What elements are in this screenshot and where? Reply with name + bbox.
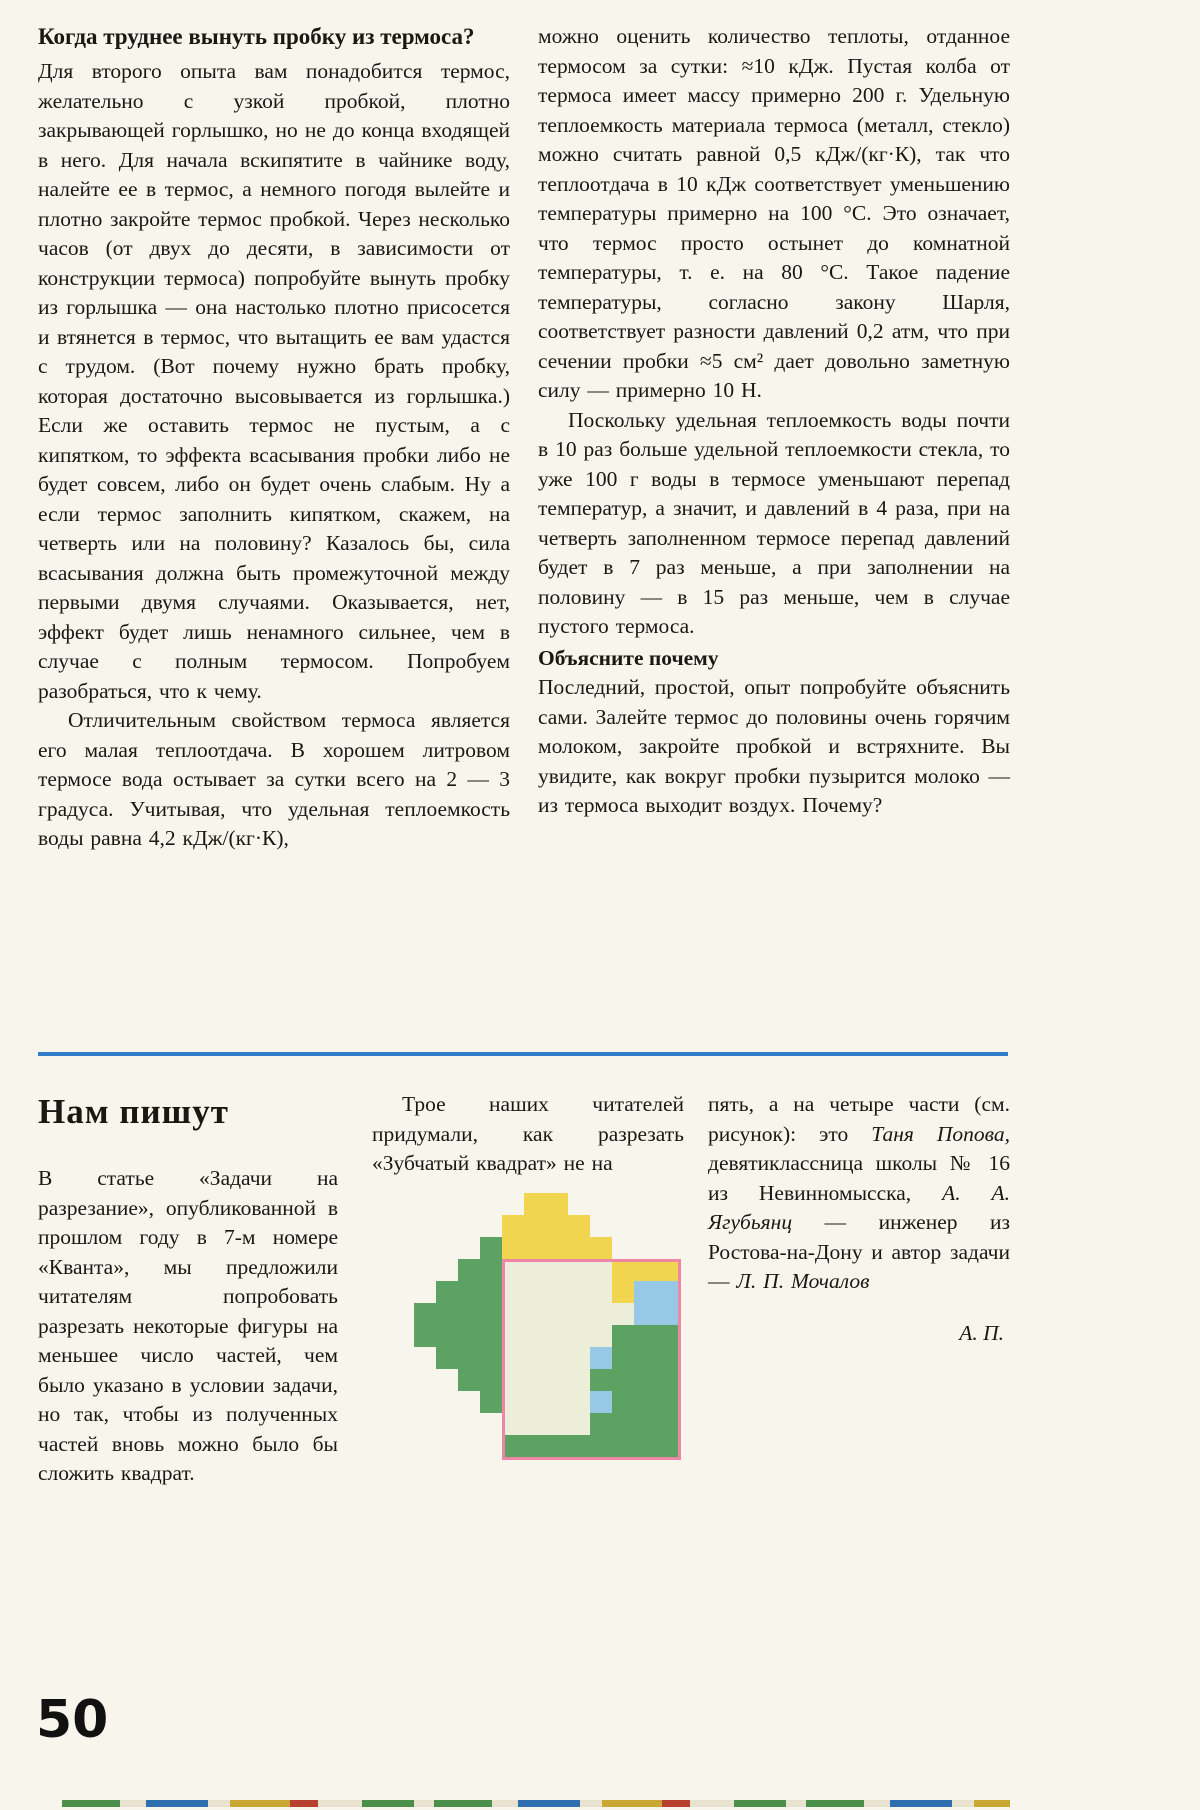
figure-cell bbox=[414, 1325, 436, 1347]
figure-cell bbox=[480, 1391, 502, 1413]
figure-cell bbox=[480, 1303, 502, 1325]
figure-cell bbox=[568, 1215, 590, 1237]
figure-cell bbox=[458, 1259, 480, 1281]
figure-cell bbox=[524, 1237, 546, 1259]
signature: А. П. bbox=[959, 1320, 1004, 1345]
page-number: 50 bbox=[36, 1690, 109, 1750]
figure-cell bbox=[480, 1347, 502, 1369]
letters-section bbox=[38, 1090, 1010, 1489]
figure-cell bbox=[436, 1325, 458, 1347]
text-segment: — инженер из Ростова-на-Дону и автор задачи — bbox=[708, 1210, 1010, 1293]
thermos-article bbox=[38, 22, 1010, 854]
article-paragraph: можно оценить количество теплоты, отданное термосом за сутки: ≈10 кДж. Пустая колба от термоса имеет массу примерно 200 г. Удельную теплоемкость материала термоса (металл, стекло) можно считать равной 0,5 кДж/(кг·К), так что теплоотдача в 10 кДж соответствует уменьшению температуры примерно на 100 °С. Это означает, что термос просто остынет до комнатной температуры, т. е. на 80 °С. Такое падение температуры, согласно закону Шарля, соответствует разности давлений 0,2 атм, что при сечении пробки ≈5 см² дает довольно заметную силу — примерно 10 Н. bbox=[538, 24, 1010, 402]
figure-cell bbox=[414, 1303, 436, 1325]
figure-cell bbox=[480, 1237, 502, 1259]
figure-cell bbox=[524, 1193, 546, 1215]
figure-cell bbox=[546, 1215, 568, 1237]
section-divider-rule bbox=[38, 1052, 1008, 1056]
letters-left-column bbox=[38, 1090, 338, 1489]
text-segment-italic: Л. П. Мочалов bbox=[736, 1269, 870, 1293]
figure-cell bbox=[480, 1259, 502, 1281]
figure-cell bbox=[458, 1325, 480, 1347]
figure-cell bbox=[458, 1281, 480, 1303]
figure-cell bbox=[480, 1325, 502, 1347]
figure-cell bbox=[546, 1193, 568, 1215]
figure-cell bbox=[436, 1281, 458, 1303]
letters-right-column bbox=[708, 1090, 1010, 1489]
figure-cell bbox=[436, 1303, 458, 1325]
figure-cell bbox=[458, 1347, 480, 1369]
figure-cell bbox=[458, 1303, 480, 1325]
text-segment-italic: А. А. Ягубьянц bbox=[708, 1180, 1010, 1234]
article-closing-paragraph: Последний, простой, опыт попробуйте объяснить сами. Залейте термос до половины очень горячим молоком, закройте пробкой и встряхните. Вы увидите, как вокруг пробки пузырится молоко — из термоса выходит воздух. Почему? bbox=[538, 675, 1010, 817]
bottom-color-strip bbox=[62, 1800, 1010, 1807]
article-paragraph: Поскольку удельная теплоемкость воды почти в 10 раз больше удельной теплоемкости стекла, то уже 100 г воды в термосе уменьшают перепад температур, а значит, и давлений в 4 раза, при на четверть заполненном термосе перепад давлений будет в 7 раз меньше, а при заполнении на половину — в 15 раз меньше, чем в случае пустого термоса. bbox=[538, 407, 1010, 638]
figure-cell bbox=[568, 1237, 590, 1259]
figure-cell bbox=[436, 1347, 458, 1369]
letters-middle-column bbox=[372, 1090, 684, 1489]
text-segment: пять, а на четыре части (см. рисунок): это bbox=[708, 1092, 1010, 1146]
text-segment: девятиклассница школы № 16 из Невинномысска, bbox=[708, 1151, 1010, 1205]
figure-cell bbox=[524, 1215, 546, 1237]
text-segment-italic: Таня Попова, bbox=[871, 1121, 1010, 1146]
zigzag-square-figure bbox=[414, 1193, 681, 1461]
article-paragraph: Отличительным свойством термоса является его малая теплоотдача. В хорошем литровом термосе вода остывает за сутки всего на 2 — 3 градуса. Учитывая, что удельная теплоемкость воды равна 4,2 кДж/(кг·К), bbox=[38, 708, 510, 850]
letters-paragraph: В статье «Задачи на разрезание», опубликованной в прошлом году в 7-м номере «Кванта», мы предложили читателям попробовать разрезать некоторые фигуры на меньшее число частей, чем было указано в условии задачи, но так, чтобы из полученных частей вновь можно было бы сложить квадрат. bbox=[38, 1166, 338, 1485]
assembled-square-outline bbox=[502, 1259, 681, 1460]
figure-cell bbox=[546, 1237, 568, 1259]
article-paragraph: Для второго опыта вам понадобится термос, желательно с узкой пробкой, плотно закрывающей горлышко, но не до конца входящей в него. Для начала вскипятите в чайнике воду, налейте ее в термос, а немного погодя вылейте и плотно закройте термос пробкой. Через несколько часов (от двух до десяти, в зависимости от конструкции термоса) попробуйте вынуть пробку из горлышка — она настолько плотно присосется и втянется в термос, что вытащить ее вам удастся с трудом. (Вот почему нужно брать пробку, которая достаточно высовывается из горлышка.) Если же оставить термос не пустым, а с кипятком, то эффекта всасывания пробки либо не будет совсем, либо он будет очень слабым. Ну а если термос заполнить кипятком, скажем, на четверть или на половину? Казалось бы, сила всасывания должна быть промежуточной между первыми двумя случаями. Оказывается, нет, эффект будет лишь ненамного сильнее, чем в случае с полным термосом. Попробуем разобраться, что к чему. bbox=[38, 59, 510, 703]
article-right-column bbox=[538, 22, 1010, 854]
letters-heading: Нам пишут bbox=[38, 1092, 229, 1131]
article-left-column bbox=[38, 22, 510, 854]
article-subhead: Объясните почему bbox=[538, 645, 719, 670]
letters-paragraph bbox=[708, 1090, 1010, 1297]
figure-cell bbox=[480, 1369, 502, 1391]
letters-intro-paragraph: Трое наших читателей придумали, как разрезать «Зубчатый квадрат» не на bbox=[372, 1092, 684, 1175]
article-heading: Когда труднее вынуть пробку из термоса? bbox=[38, 24, 475, 49]
figure-cell bbox=[480, 1281, 502, 1303]
figure-cell bbox=[502, 1237, 524, 1259]
figure-cell bbox=[458, 1369, 480, 1391]
figure-cell bbox=[502, 1215, 524, 1237]
figure-cell bbox=[590, 1237, 612, 1259]
